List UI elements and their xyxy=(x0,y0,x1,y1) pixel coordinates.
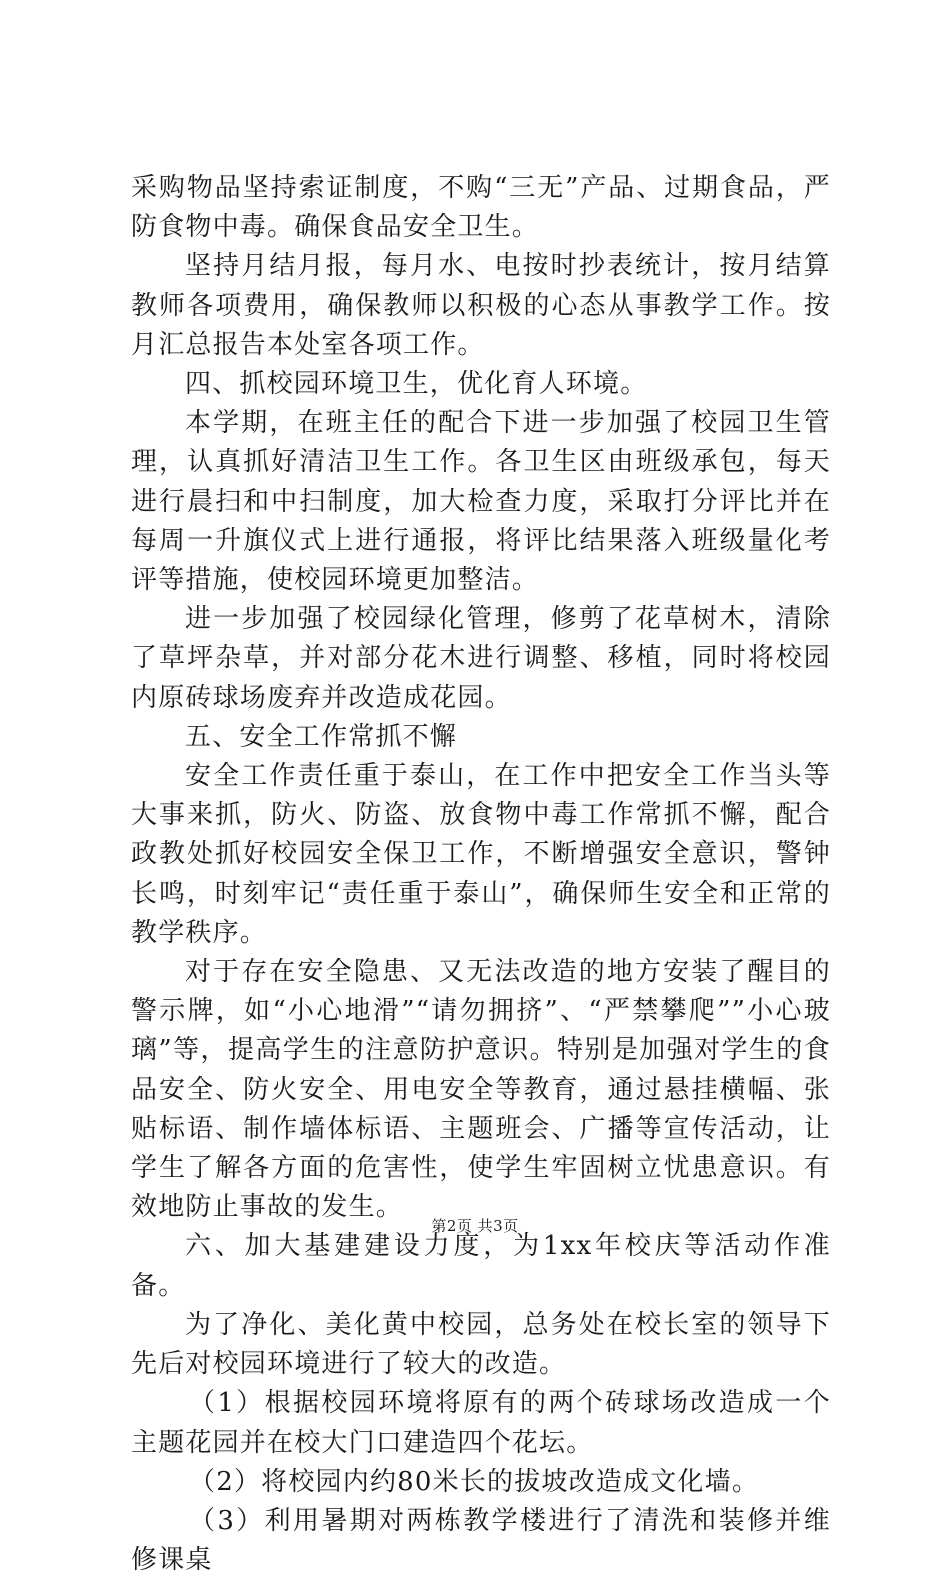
page-number-footer: 第2页 共3页 xyxy=(431,1217,519,1235)
paragraph: 安全工作责任重于泰山，在工作中把安全工作当头等大事来抓，防火、防盗、放食物中毒工作常抓不懈，配合政教处抓好校园安全保卫工作，不断增强安全意识，警钟长鸣，时刻牢记“责任重于泰山”，确保师生安全和正常的教学秩序。 xyxy=(131,761,831,948)
document-body xyxy=(131,169,831,1580)
list-item: （1）根据校园环境将原有的两个砖球场改造成一个主题花园并在校大门口建造四个花坛。 xyxy=(131,1388,831,1458)
paragraph: 坚持月结月报，每月水、电按时抄表统计，按月结算教师各项费用，确保教师以积极的心态从事教学工作。按月汇总报告本处室各项工作。 xyxy=(131,251,831,360)
paragraph: 进一步加强了校园绿化管理，修剪了花草树木，清除了草坪杂草，并对部分花木进行调整、移植，同时将校园内原砖球场废弃并改造成花园。 xyxy=(131,604,831,713)
list-item: （3）利用暑期对两栋教学楼进行了清洗和装修并维修课桌 xyxy=(131,1505,831,1576)
list-item: （2）将校园内约80米长的拔坡改造成文化墙。 xyxy=(189,1466,760,1497)
section-heading: 四、抓校园环境卫生，优化育人环境。 xyxy=(185,369,648,400)
paragraph: 采购物品坚持索证制度，不购“三无”产品、过期食品，严防食物中毒。确保食品安全卫生。 xyxy=(131,173,831,243)
paragraph: 本学期，在班主任的配合下进一步加强了校园卫生管理，认真抓好清洁卫生工作。各卫生区由班级承包，每天进行晨扫和中扫制度，加大检查力度，采取打分评比并在每周一升旗仪式上进行通报，将评比结果落入班级量化考评等措施，使校园环境更加整洁。 xyxy=(131,408,831,596)
paragraph: 对于存在安全隐患、又无法改造的地方安装了醒目的警示牌，如“小心地滑”“请勿拥挤”、“严禁攀爬””小心玻璃”等，提高学生的注意防护意识。特别是加强对学生的食品安全、防火安全、用电安全等教育，通过悬挂横幅、张贴标语、制作墙体标语、主题班会、广播等宣传活动，让学生了解各方面的危害性，使学生牢固树立忧患意识。有效地防止事故的发生。 xyxy=(131,957,831,1223)
section-heading: 五、安全工作常抓不懈 xyxy=(185,721,458,752)
paragraph: 为了净化、美化黄中校园，总务处在校长室的领导下先后对校园环境进行了较大的改造。 xyxy=(131,1309,831,1380)
section-heading: 六、加大基建建设力度，为1xx年校庆等活动作准备。 xyxy=(131,1231,831,1301)
